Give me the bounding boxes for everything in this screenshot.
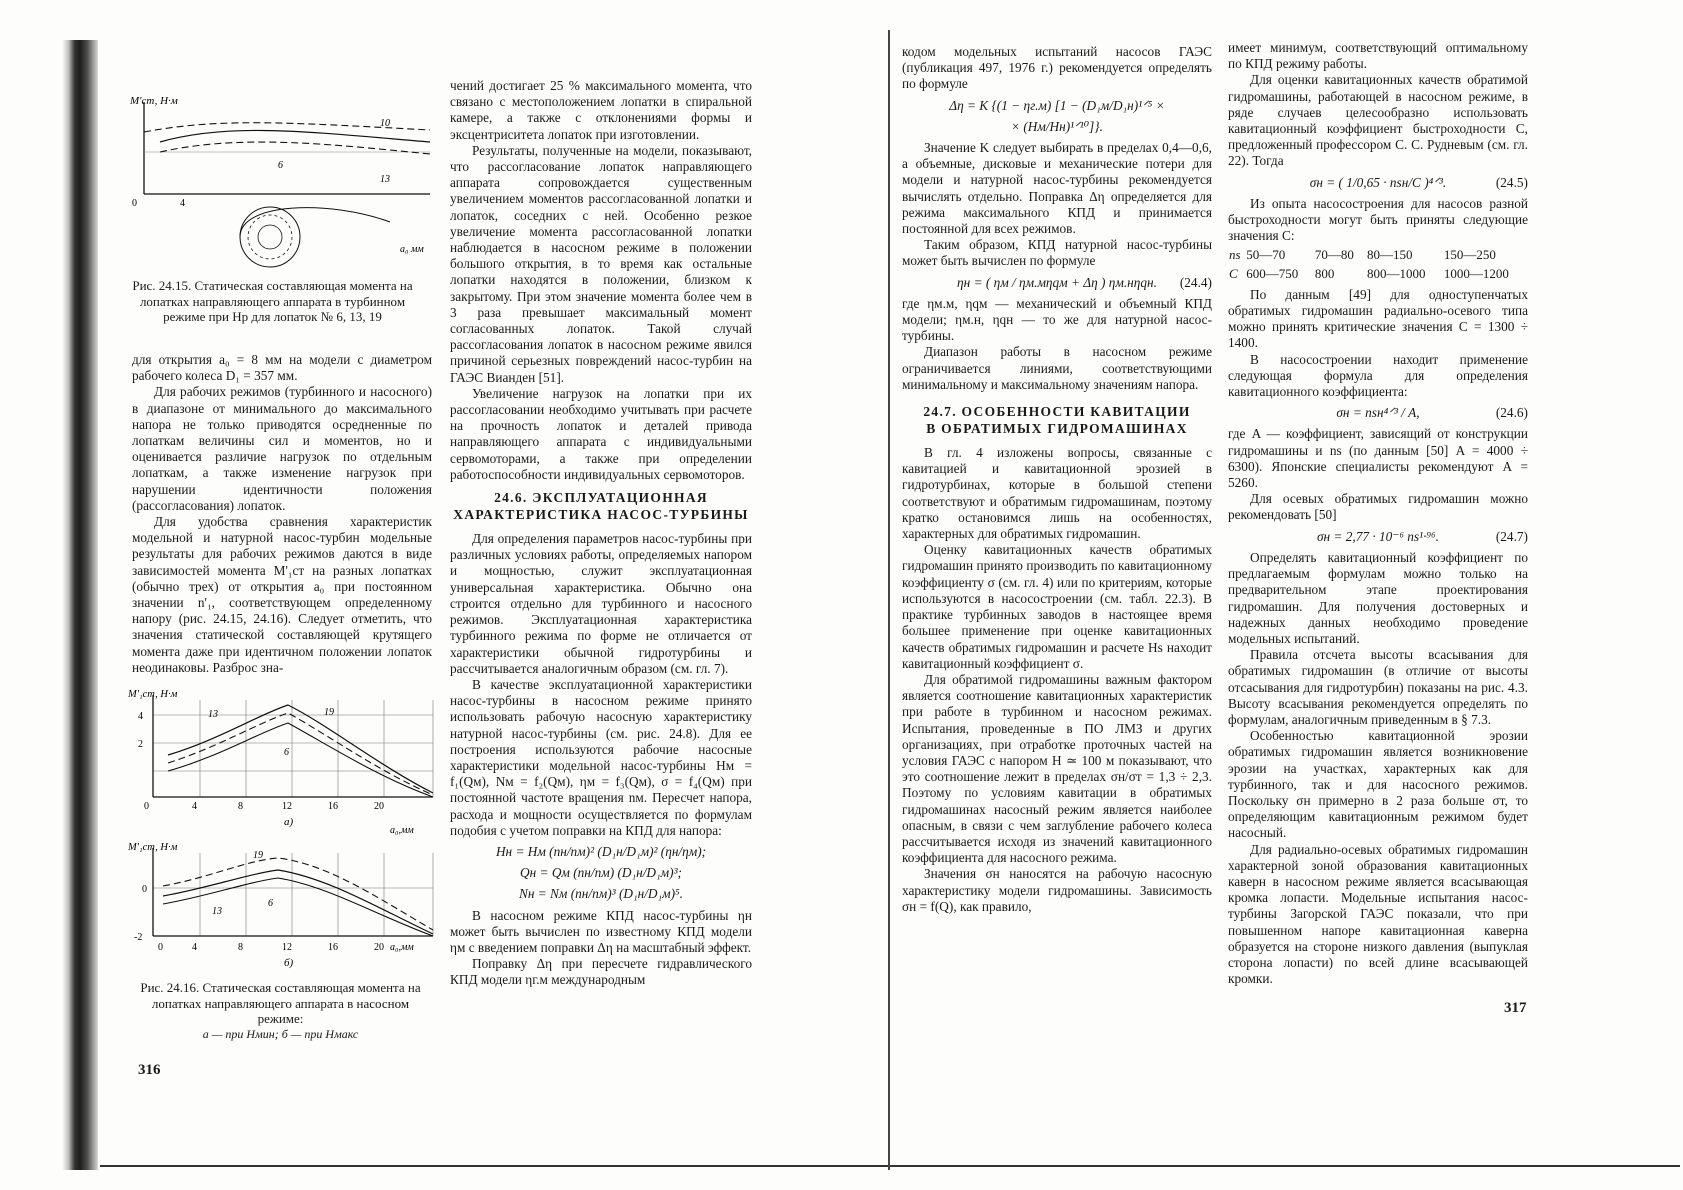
heading-line: 24.7. ОСОБЕННОСТИ КАВИТАЦИИ [923, 404, 1191, 420]
formula-Hn: Hн = Hм (nн/nм)² (D₁н/D₁м)² (ηн/ηм); [495, 843, 707, 859]
formula-24-7-body: σн = 2,77 · 10⁻⁶ ns¹·⁹⁶. [1317, 528, 1439, 544]
paragraph: Для обратимой гидромашины важным фактором является соотношение кавитационных характеристик при работе в турбинном и насосном режимах. Испытания, проведенные в ПО ЛМЗ и других организациях, при отработке проточных частей на условия ГАЭС с напором H ≃ 100 м показывают, что это соотношение лежит в пределах σн/σт = 1,3 ÷ 2,3. Поэтому по условиям кавитации в обратимых гидромашинах насосный режим является наиболее опасным, в связи с чем заглубление рабочего колеса рассчитывается исходя из значений кавитационного коэффициента для насосного режима. [902, 671, 1212, 866]
formula-24-4 [902, 275, 1212, 291]
paragraph: Определять кавитационный коэффициент по предлагаемым формулам можно только на предварительном этапе проектирования гидромашин. Для получения достоверных и надежных данных необходимо проведение модельных испытаний. [1228, 549, 1528, 646]
fig-24-16a-ytick-4: 4 [138, 711, 143, 722]
c-cell: 600—750 [1246, 265, 1299, 281]
fig-24-16b-xtick-0: 0 [158, 942, 163, 953]
ns-cell: 70—80 [1314, 247, 1354, 263]
paragraph: Результаты, полученные на модели, показывают, что рассогласование лопаток направляющего аппарата сопровождается существенным увеличением моментов рассогласованной лопатки и лопаток, соседних с ней. Особенно резкое увеличение момента рассогласованной лопатки наблюдается в насосном режиме в положении большого открытия, в то время как остальные лопатки находятся в положении, близком к закрытому. При этом значение момента более чем в 3 раза превышает максимальный момент согласованных лопаток. Такой случай рассогласования лопаток в насосном режиме явился причиной серьезных повреждений насос-турбин на ГАЭС Вианден [51]. [450, 142, 752, 385]
c-cell: 800—1000 [1366, 265, 1426, 281]
fig-24-16a-ytick-2: 2 [138, 739, 143, 750]
fig-24-15-tick-0: 0 [132, 198, 137, 209]
fig-24-16a-xtick-20: 20 [374, 801, 384, 812]
paragraph: где A — коэффициент, зависящий от конструкции гидромашины и ns (по данным [50] A = 4000 ÷ 6300). Японские специалисты рекомендуют A = 5260. [1228, 426, 1528, 491]
formula-Qn: Qн = Qм (nн/nм) (D₁н/D₁м)³; [520, 865, 682, 881]
formula-24-4-number: (24.4) [1179, 274, 1212, 290]
fig-24-16a-curve-19: 19 [324, 707, 334, 718]
fig-24-16b-curve-6: 6 [268, 898, 273, 909]
caption-fig-24-16-text: Рис. 24.16. Статическая составляющая момента на лопатках направляющего аппарата в насосном режиме: [140, 980, 421, 1026]
paragraph: Увеличение нагрузок на лопатки при их рассогласовании необходимо учитывать при расчете на прочность лопаток и деталей привода направляющего аппарата с индивидуальными сервомоторами, а также при определении работоспособности индивидуальных сервомоторов. [450, 385, 752, 482]
fig-24-16b-y-label: M'₁ст, Н·м [128, 842, 178, 853]
fig-24-16b-x-label: a₀,мм [390, 942, 414, 953]
section-heading-24-6 [450, 489, 752, 523]
page-bottom-edge [100, 1165, 1680, 1167]
formula-24-4-body: ηн = ( ηм / ηм.мηqм + Δη ) ηм.нηqн. [957, 274, 1157, 290]
fig-24-16a-xtick-16: 16 [328, 801, 338, 812]
formula-24-6 [1228, 405, 1528, 421]
paragraph: кодом модельных испытаний насосов ГАЭС (публикация 497, 1976 г.) рекомендуется определять по формуле [902, 44, 1212, 92]
paragraph: Для радиально-осевых обратимых гидромашин характерной зоной образования кавитационных каверн в насосном режиме является всасывающая кромка лопасти. Модельные испытания насос-турбины Загорской ГАЭС показали, что при повышенном напоре кавитационная каверна образуется на стороне низкого давления (выпуклая сторона лопасти) по всей длине всасывающей кромки. [1228, 841, 1528, 987]
ns-c-table [1228, 246, 1528, 282]
left-col1-text [132, 352, 432, 676]
fig-24-16b-ytick-minus2: -2 [134, 932, 143, 943]
formula-24-5-number: (24.5) [1495, 174, 1528, 190]
fig-24-16b-curve-13: 13 [212, 906, 222, 917]
paragraph: Особенностью кавитационной эрозии обратимых гидромашин является возникновение эрозии на участках, характерных как для турбинного, так и для насосного режимов. Поскольку σн примерно в 2 раза больше σт, то определяющим кавитационным режимом будет насосный. [1228, 728, 1528, 841]
formula-24-6-body: σн = nsн⁴ᐟ³ / A, [1336, 405, 1420, 421]
formula-24-6-number: (24.6) [1495, 405, 1528, 421]
paragraph: В гл. 4 изложены вопросы, связанные с кавитацией и кавитационной эрозией в гидротурбинах, которые в большой степени соответствуют и обратимым гидромашинам, поэтому кратко остановимся лишь на особенностях, характерных для обратимых гидромашин. [902, 445, 1212, 542]
fig-24-16b-curve-19: 19 [253, 850, 263, 861]
fig-24-16b-xtick-16: 16 [328, 942, 338, 953]
paragraph: где ηм.м, ηqм — механический и объемный КПД модели; ηм.н, ηqн — то же для натурной насос-турбины. [902, 295, 1212, 344]
fig-24-16a-xtick-8: 8 [238, 801, 243, 812]
formula-delta-eta-line1: Δη = K {(1 − ηг.м) [1 − (D₁м/D₁н)¹ᐟ⁵ × [949, 97, 1165, 113]
fig-24-16a-curve-6: 6 [284, 747, 289, 758]
caption-fig-24-16-sub: а — при Hмин; б — при Hмакс [202, 1026, 359, 1041]
fig-24-16a-y-label: M'₁ст, Н·м [128, 689, 178, 700]
fig-24-16b-xtick-20: 20 [374, 942, 384, 953]
figure-24-16a [128, 685, 438, 835]
c-label: C [1229, 265, 1238, 281]
fig-24-16a-sub-label: а) [284, 816, 294, 828]
fig-24-16b-sub-label: б) [284, 957, 294, 969]
book-spine [62, 40, 98, 1170]
formula-24-7 [1228, 529, 1528, 545]
paragraph: Оценку кавитационных качеств обратимых гидромашин принято производить по кавитационному коэффициенту σ (см. гл. 4) или по критериям, которые используются в насосостроении (см. табл. 22.3). В практике турбинных заводов в настоящее время большее применение при оценке кавитационных качеств обратимых гидромашин и расчете Hs находит кавитационный коэффициент σ. [902, 542, 1212, 671]
c-cell: 1000—1200 [1443, 265, 1509, 281]
paragraph: В качестве эксплуатационной характеристики насос-турбины в насосном режиме принято использовать рабочую насосную характеристику натурной насос-турбины (см. рис. 24.8). Для ее построения используются рабочие насосные характеристики модельной насос-турбины Hм = f₁(Qм), Nм = f₂(Qм), ηм = f₃(Qм), σ = f₄(Qм) при постоянной частоте вращения nм. Пересчет напора, расхода и мощности осуществляется по формулам подобия с учетом поправки на КПД для напора: [450, 676, 752, 838]
caption-fig-24-16 [128, 980, 433, 1042]
paragraph: Из опыта насосостроения для насосов разной быстроходности могут быть приняты следующие значения C: [1228, 195, 1528, 244]
paragraph: Диапазон работы в насосном режиме ограничивается линиями, соответствующими минимальному и максимальному значениям напора. [902, 344, 1212, 392]
heading-line: ХАРАКТЕРИСТИКА НАСОС-ТУРБИНЫ [453, 507, 749, 523]
paragraph: Для удобства сравнения характеристик модельной и натурной насос-турбин модельные результаты для рабочих режимов даются в виде зависимостей момента M'₁ст на разных лопатках (обычно трех) от открытия a₀ при постоянном значении n'₁, соответствующем определенному напору (рис. 24.15, 24.16). Следует отметить, что значения статической составляющей крутящего момента даже при идентичном положении лопаток неодинаковы. Разброс зна- [132, 514, 432, 675]
figure-24-16b [128, 838, 438, 973]
paragraph: для открытия a₀ = 8 мм на модели с диаметром рабочего колеса D₁ = 357 мм. [132, 352, 432, 384]
fig-24-16b-ytick-0: 0 [142, 884, 147, 895]
paragraph: Для оценки кавитационных качеств обратимой гидромашины, работающей в насосном режиме, в ряде случаев целесообразно использовать кавитационный коэффициент быстроходности C, предложенный профессором С. С. Рудневым (см. гл. 22). Тогда [1228, 72, 1528, 169]
fig-24-16b-xtick-8: 8 [238, 942, 243, 953]
ns-cell: 50—70 [1246, 247, 1286, 263]
formula-24-5 [1228, 175, 1528, 191]
fig-24-15-curve-13: 13 [380, 174, 390, 185]
c-cell: 800 [1314, 265, 1335, 281]
caption-fig-24-15 [120, 278, 425, 325]
heading-line: 24.6. ЭКСПЛУАТАЦИОННАЯ [494, 490, 708, 506]
right-col4-text [1228, 40, 1528, 987]
fig-24-16a-xtick-12: 12 [282, 801, 292, 812]
fig-24-15-curve-10: 10 [380, 118, 390, 129]
paragraph: имеет минимум, соответствующий оптимальному по КПД режиму работы. [1228, 40, 1528, 72]
fig-24-16a-xtick-4: 4 [192, 801, 197, 812]
fig-24-16a-x-label: a₀,мм [390, 825, 414, 835]
fig-24-16a-ytick-0: 0 [144, 801, 149, 812]
figure-24-15 [130, 82, 450, 282]
fig-24-15-y-label: M'ст, Н·м [130, 95, 178, 107]
fig-24-16a-curve-13: 13 [208, 709, 218, 720]
paragraph: В насосостроении находит применение следующая формула для определения кавитационного коэффициента: [1228, 351, 1528, 400]
formula-24-7-number: (24.7) [1495, 528, 1528, 544]
paragraph: чений достигает 25 % максимального момента, что связано с местоположением лопатки в спиральной камере, а также с отклонениями формы и эксцентриситета лопаток при изготовлении. [450, 78, 752, 142]
paragraph: Правила отсчета высоты всасывания для обратимых гидромашин (в отличие от высоты отсасывания для гидротурбин) показаны на рис. 4.3. Высоту всасывания рекомендуется определять по формулам, аналогичным приведенным в § 7.3. [1228, 647, 1528, 727]
paragraph: Значения σн наносятся на рабочую насосную характеристику модели гидромашины. Зависимость σн = f(Q), как правило, [902, 866, 1212, 914]
page-number-right: 317 [1504, 1000, 1527, 1016]
paragraph: Для определения параметров насос-турбины при различных условиях работы, определяемых напором и мощностью, служит эксплуатационная универсальная характеристика. Обычно она строится отдельно для турбинного и насосного режимов. Эксплуатационная характеристика турбинного режима по форме не отличается от характеристики обычной гидротурбины и рассчитывается аналогичным образом (см. гл. 7). [450, 531, 752, 676]
ns-cell: 80—150 [1366, 247, 1413, 263]
left-col2-text [450, 78, 752, 989]
formula-delta-eta-line2: × (Hм/Hн)¹ᐟ¹⁰]}. [1011, 118, 1103, 134]
paragraph: Значение K следует выбирать в пределах 0,4—0,6, а объемные, дисковые и механические потери для модели и натурной насос-турбины рекомендуется вычислять отдельно. Поправка Δη определяется для режима максимального КПД и принимается постоянной для всех режимов. [902, 140, 1212, 237]
fig-24-16b-xtick-12: 12 [282, 942, 292, 953]
paragraph: Для осевых обратимых гидромашин можно рекомендовать [50] [1228, 491, 1528, 523]
fig-24-15-curve-6: 6 [278, 160, 283, 171]
formula-24-5-body: σн = ( 1/0,65 · nsн/C )⁴ᐟ³. [1309, 174, 1447, 190]
ns-label: ns [1229, 247, 1241, 263]
paragraph: Поправку Δη при пересчете гидравлического КПД модели ηг.м международным [450, 956, 752, 988]
section-heading-24-7 [902, 403, 1212, 437]
paragraph: Таким образом, КПД натурной насос-турбины может быть вычислен по формуле [902, 237, 1212, 269]
fig-24-15-tick-4: 4 [180, 198, 185, 209]
formula-Nn: Nн = Nм (nн/nм)³ (D₁н/D₁м)⁵. [518, 886, 684, 902]
paragraph: Для рабочих режимов (турбинного и насосного) в диапазоне от минимального до максимального напора не только приводятся осредненные по лопаткам величины сил и моментов, но и оценивается различие нагрузок по отдельным лопаткам, а также изменение нагрузок при нарушении идентичности положения (рассогласования) лопаток. [132, 384, 432, 513]
fig-24-16b-xtick-4: 4 [192, 942, 197, 953]
caption-fig-24-15-text: Рис. 24.15. Статическая составляющая момента на лопатках направляющего аппарата в турбинном режиме при Hр для лопаток № 6, 13, 19 [132, 278, 413, 324]
right-col3-text [902, 44, 1212, 915]
page-number-left: 316 [138, 1062, 161, 1078]
fig-24-15-x-label: a₀ мм [400, 244, 424, 255]
paragraph: По данным [49] для одноступенчатых обратимых гидромашин радиально-осевого типа можно принять критические значения C = 1300 ÷ 1400. [1228, 286, 1528, 351]
paragraph: В насосном режиме КПД насос-турбины ηн может быть вычислен по известному КПД модели ηм с введением поправки Δη на масштабный эффект. [450, 907, 752, 955]
heading-line: В ОБРАТИМЫХ ГИДРОМАШИНАХ [926, 421, 1188, 437]
ns-cell: 150—250 [1443, 247, 1496, 263]
page-fold [888, 30, 890, 1170]
